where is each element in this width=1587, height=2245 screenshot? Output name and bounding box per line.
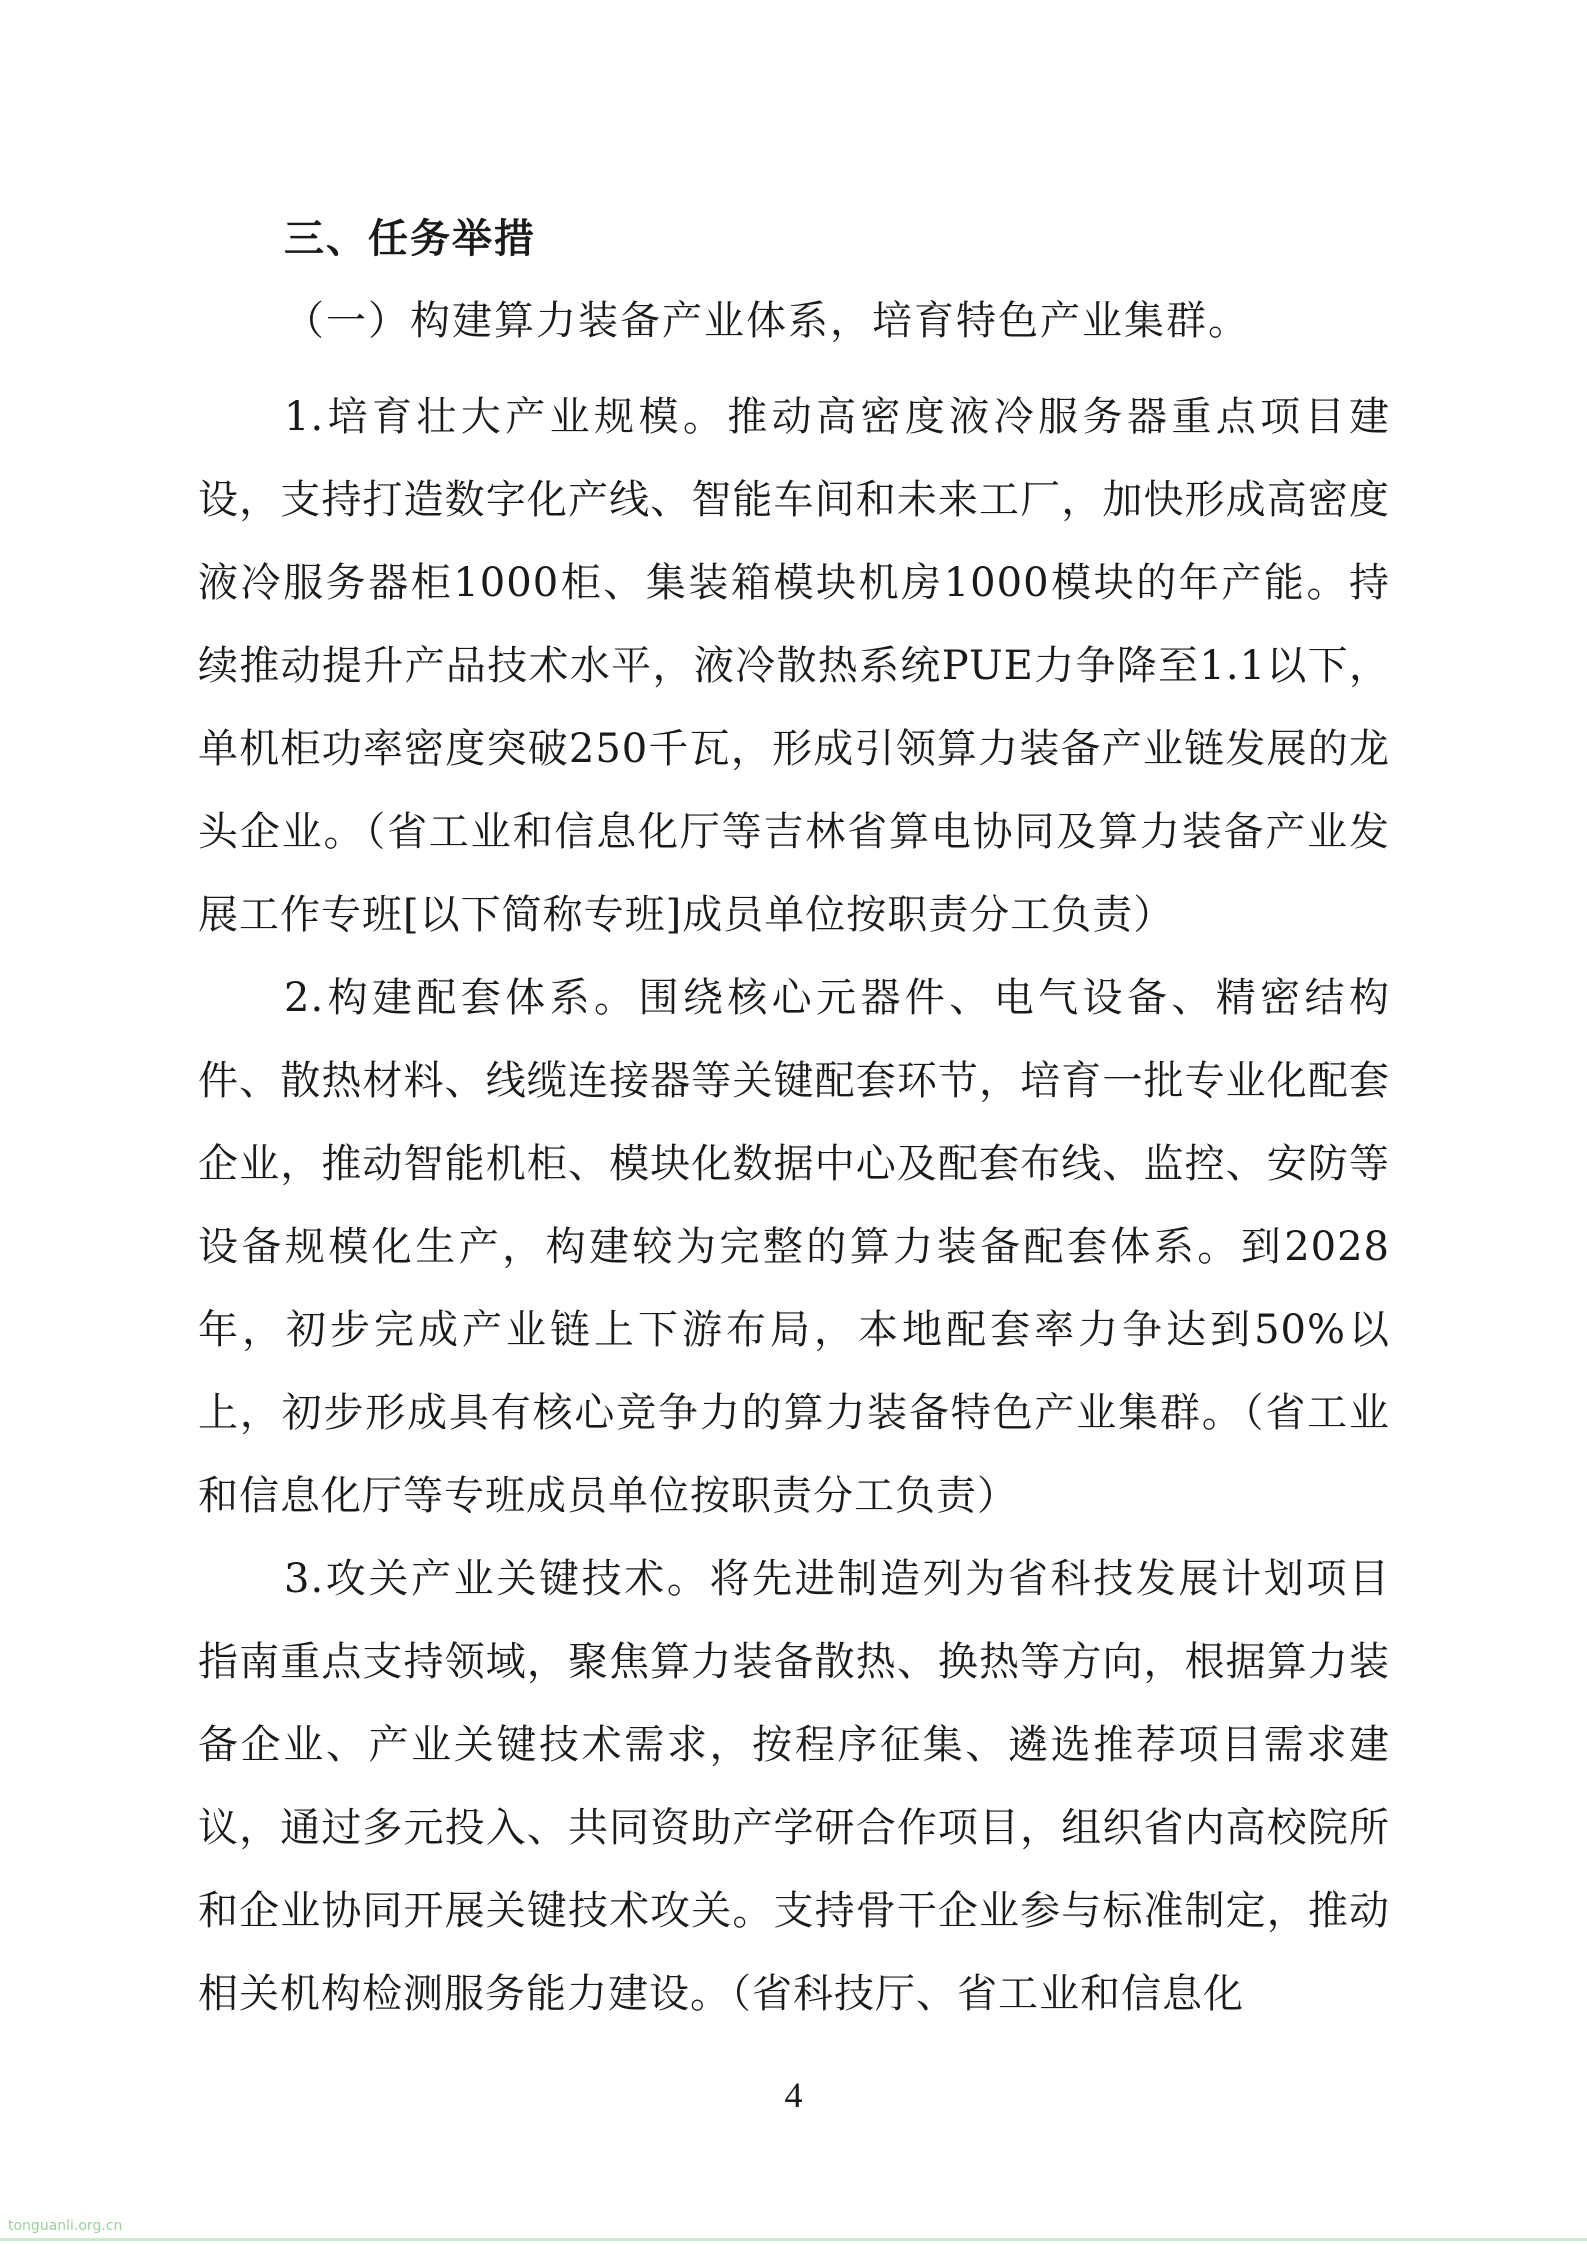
paragraph-2: 2.构建配套体系。围绕核心元器件、电气设备、精密结构件、散热材料、线缆连接器等关键配套环节，培育一批专业化配套企业，推动智能机柜、模块化数据中心及配套布线、监控、安防等设备规模化生产，构建较为完整的算力装备配套体系。到2028年，初步完成产业链上下游布局，本地配套率力争达到50%以上，初步形成具有核心竞争力的算力装备特色产业集群。（省工业和信息化厅等专班成员单位按职责分工负责） <box>198 975 1390 1519</box>
document-body <box>198 212 1390 2036</box>
paragraph-1: 1.培育壮大产业规模。推动高密度液冷服务器重点项目建设，支持打造数字化产线、智能车间和未来工厂，加快形成高密度液冷服务器柜1000柜、集装箱模块机房1000模块的年产能。持续推动提升产品技术水平，液冷散热系统PUE力争降至1.1以下，单机柜功率密度突破250千瓦，形成引领算力装备产业链发展的龙头企业。（省工业和信息化厅等吉林省算电协同及算力装备产业发展工作专班[以下简称专班]成员单位按职责分工负责） <box>198 394 1390 938</box>
section-heading: 三、任务举措 <box>284 215 536 262</box>
watermark-text: tonguanli.org.cn <box>8 2218 123 2234</box>
subsection-heading: （一）构建算力装备产业体系，培育特色产业集群。 <box>284 298 1250 344</box>
page-number: 4 <box>784 2075 803 2115</box>
footer-divider <box>0 2238 1587 2241</box>
paragraph-3: 3.攻关产业关键技术。将先进制造列为省科技发展计划项目指南重点支持领域，聚焦算力装备散热、换热等方向，根据算力装备企业、产业关键技术需求，按程序征集、遴选推荐项目需求建议，通过多元投入、共同资助产学研合作项目，组织省内高校院所和企业协同开展关键技术攻关。支持骨干企业参与标准制定，推动相关机构检测服务能力建设。（省科技厅、省工业和信息化 <box>198 1556 1390 2017</box>
